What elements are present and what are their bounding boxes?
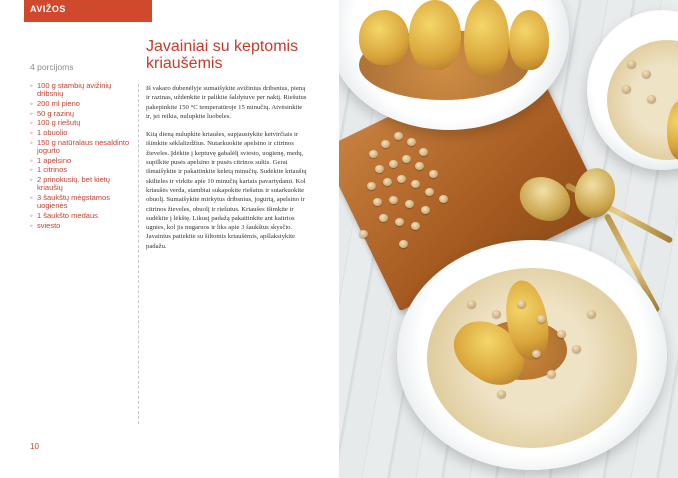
hazelnut bbox=[359, 230, 368, 238]
recipe-title: Javainiai su keptomis kriaušėmis bbox=[146, 38, 299, 72]
pear-slice bbox=[509, 10, 549, 70]
hazelnut bbox=[375, 165, 384, 173]
ingredient-item: ◦ 1 šaukšto medaus bbox=[30, 212, 135, 220]
hazelnut bbox=[642, 70, 651, 78]
hazelnut bbox=[367, 182, 376, 190]
hazelnut bbox=[547, 370, 556, 378]
food-photo bbox=[339, 0, 678, 478]
hazelnut bbox=[497, 390, 506, 398]
main-bowl bbox=[397, 240, 667, 470]
hazelnut bbox=[415, 162, 424, 170]
ingredient-item: ◦ sviesto bbox=[30, 222, 135, 230]
ingredient-item: ◦ 50 g razinų bbox=[30, 110, 135, 118]
hazelnut bbox=[421, 206, 430, 214]
hazelnut bbox=[467, 300, 476, 308]
ingredient-item: ◦ 200 ml pieno bbox=[30, 100, 135, 108]
section-label: AVIŽOS bbox=[30, 4, 66, 14]
pear-slice bbox=[464, 0, 509, 78]
section-tab bbox=[24, 0, 152, 22]
hazelnut bbox=[572, 345, 581, 353]
ingredient-item: ◦ 3 šaukštų mėgstamos uogienės bbox=[30, 194, 135, 211]
hazelnut bbox=[419, 148, 428, 156]
hazelnut bbox=[429, 170, 438, 178]
hazelnut bbox=[381, 140, 390, 148]
portions-label: 4 porcijoms bbox=[30, 62, 74, 72]
ingredient-item: ◦ 150 g natūralaus nesaldinto jogurto bbox=[30, 139, 135, 156]
ingredient-item: ◦ 1 obuolio bbox=[30, 129, 135, 137]
hazelnut bbox=[373, 198, 382, 206]
hazelnut bbox=[379, 214, 388, 222]
column-divider bbox=[138, 84, 139, 424]
hazelnut bbox=[425, 188, 434, 196]
hazelnut bbox=[532, 350, 541, 358]
pear-slice bbox=[359, 10, 409, 65]
hazelnut bbox=[383, 178, 392, 186]
hazelnut bbox=[399, 240, 408, 248]
hazelnut bbox=[557, 330, 566, 338]
ingredient-item: ◦ 100 g riešutų bbox=[30, 119, 135, 127]
hazelnut bbox=[517, 300, 526, 308]
ingredient-item: ◦ 2 prinokusių, bet kietų kriaušių bbox=[30, 176, 135, 193]
hazelnut bbox=[405, 200, 414, 208]
hazelnut bbox=[407, 138, 416, 146]
ingredient-list bbox=[30, 82, 135, 231]
hazelnut bbox=[411, 222, 420, 230]
hazelnut bbox=[492, 310, 501, 318]
hazelnut bbox=[622, 85, 631, 93]
hazelnut bbox=[411, 180, 420, 188]
page-number: 10 bbox=[30, 442, 39, 451]
instructions bbox=[146, 84, 308, 260]
hazelnut bbox=[389, 196, 398, 204]
hazelnut bbox=[369, 150, 378, 158]
hazelnut bbox=[394, 132, 403, 140]
hazelnut bbox=[647, 95, 656, 103]
ingredient-item: ◦ 1 apelsino bbox=[30, 157, 135, 165]
pear-slice bbox=[409, 0, 461, 70]
ingredient-item: ◦ 1 citrinos bbox=[30, 166, 135, 174]
hazelnut bbox=[389, 160, 398, 168]
hazelnut bbox=[627, 60, 636, 68]
hazelnut bbox=[537, 315, 546, 323]
hazelnut bbox=[402, 155, 411, 163]
instruction-paragraph: Iš vakaro dubenėlyje sumaišykite avižinius dribsnius, pieną ir razinas, uždenkite ir palikite šaldytuve per naktį. Riešutus pakepinkite 150 °C temperatūroje 15 minučių. Atvėsinkite ir, jei reikia, nulupkite luobeles. bbox=[146, 85, 307, 120]
hazelnut bbox=[397, 175, 406, 183]
ingredient-item: ◦ 100 g stambių avižinių dribsnių bbox=[30, 82, 135, 99]
instruction-paragraph: Kitą dieną nulupkite kriaušes, supjaustykite ketvirčiais ir išimkite sėklalizdžius. Nutarkuokite apelsino ir citrinos žieveles. Įdėkite į keptuvę gabalėlį sviesto, uogienę, medų, supilkite pusės apelsino ir pusės citrinos sultis. Gerai išmaišykite ir pakaitinkite keletą minučių. Sudėkite kriaušių skilteles ir virkite apie 10 minučių kartais pavartydami. Kol kriaušės verda, stambiai sukapokite riešutus ir sutarkuokite obuolį. Sumaišykite mirkytus dribsnius, jogurtą, apelsino ir citrinos žieveles, obuolį ir riešutus. Kriaušes išimkite ir sudėkite į lėkštę. Likusį padažą pakaitinkite ant kaitrios ugnies, kol jis nugaruos ir liks apie 3 šaukštus skysčio. Javainius patiekite su šiltomis kriaušėmis, apšlakstykite padažu. bbox=[146, 131, 307, 250]
hazelnut bbox=[587, 310, 596, 318]
hazelnut bbox=[439, 195, 448, 203]
hazelnut bbox=[395, 218, 404, 226]
